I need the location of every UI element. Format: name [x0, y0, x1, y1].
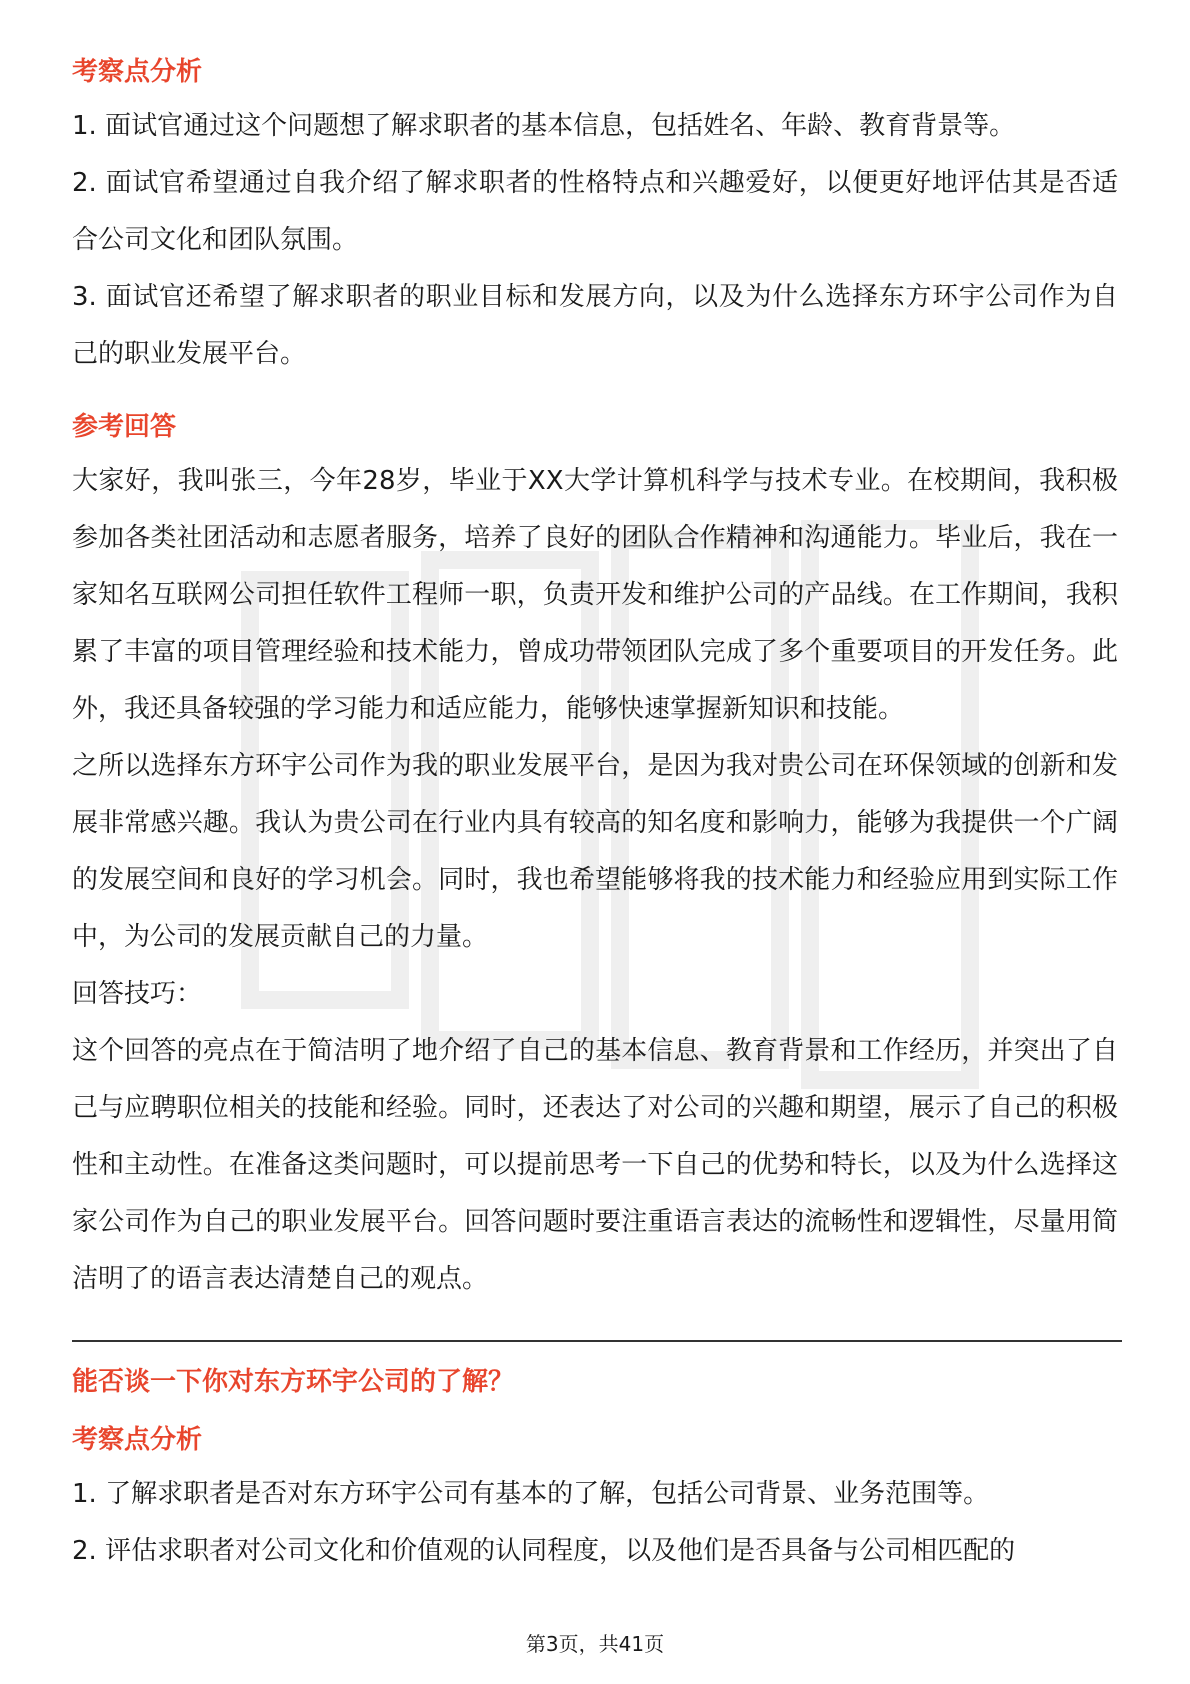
analysis-item: 2. 评估求职者对公司文化和价值观的认同程度，以及他们是否具备与公司相匹配的: [72, 1536, 1016, 1566]
section-divider: [72, 1340, 1122, 1342]
tips-label: 回答技巧：: [72, 979, 203, 1009]
analysis-item: 3. 面试官还希望了解求职者的职业目标和发展方向，以及为什么选择东方环宇公司作为自己的职业发展平台。: [72, 282, 1118, 369]
answer-heading: 参考回答: [72, 412, 177, 442]
analysis-item: 1. 面试官通过这个问题想了解求职者的基本信息，包括姓名、年龄、教育背景等。: [72, 111, 1016, 141]
analysis-item: 1. 了解求职者是否对东方环宇公司有基本的了解，包括公司背景、业务范围等。: [72, 1479, 990, 1509]
answer-paragraph: 之所以选择东方环宇公司作为我的职业发展平台，是因为我对贵公司在环保领域的创新和发展非常感兴趣。我认为贵公司在行业内具有较高的知名度和影响力，能够为我提供一个广阔的发展空间和良好的学习机会。同时，我也希望能够将我的技术能力和经验应用到实际工作中，为公司的发展贡献自己的力量。: [72, 751, 1118, 952]
page-content: [72, 48, 1118, 1580]
page-number: 第3页，共41页: [525, 1632, 665, 1656]
analysis-item: 2. 面试官希望通过自我介绍了解求职者的性格特点和兴趣爱好，以便更好地评估其是否适合公司文化和团队氛围。: [72, 168, 1118, 255]
analysis-heading: 考察点分析: [72, 1425, 203, 1455]
question-heading: 能否谈一下你对东方环宇公司的了解？: [72, 1367, 515, 1397]
analysis-heading: 考察点分析: [72, 57, 203, 87]
tips-text: 这个回答的亮点在于简洁明了地介绍了自己的基本信息、教育背景和工作经历，并突出了自己与应聘职位相关的技能和经验。同时，还表达了对公司的兴趣和期望，展示了自己的积极性和主动性。在准备这类问题时，可以提前思考一下自己的优势和特长，以及为什么选择这家公司作为自己的职业发展平台。回答问题时要注重语言表达的流畅性和逻辑性，尽量用简洁明了的语言表达清楚自己的观点。: [72, 1036, 1118, 1294]
answer-paragraph: 大家好，我叫张三，今年28岁，毕业于XX大学计算机科学与技术专业。在校期间，我积极参加各类社团活动和志愿者服务，培养了良好的团队合作精神和沟通能力。毕业后，我在一家知名互联网公司担任软件工程师一职，负责开发和维护公司的产品线。在工作期间，我积累了丰富的项目管理经验和技术能力，曾成功带领团队完成了多个重要项目的开发任务。此外，我还具备较强的学习能力和适应能力，能够快速掌握新知识和技能。: [72, 466, 1118, 724]
